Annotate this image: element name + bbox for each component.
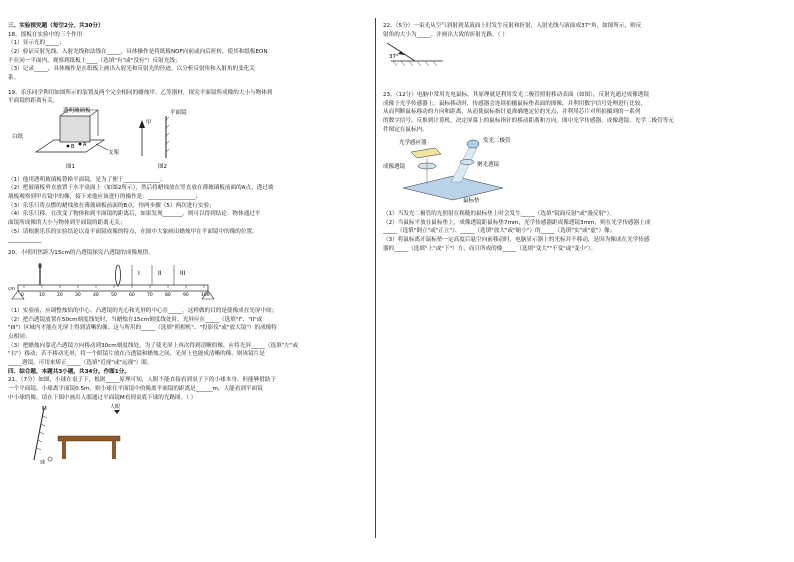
q20-line: （3）把蜡烛向靠近凸透镜方向移动到30cm刻度线处，为了使光屏上再次得到清晰的像，应将光屏_____（选填"左"或	[8, 342, 299, 349]
q19-line: （2）把玻璃板垂直放置于水平桌面上（如图2所示），然后将蜡烛放在竖直放在薄玻璃板前面的A点，透过玻	[8, 185, 274, 192]
q18-line: （3）记录_____，具体操作是在纸板上画出入射光和反射光的径迹，以分析反射角和入射角的变化关	[8, 66, 255, 73]
table-leg-right	[112, 441, 116, 459]
q20-line: "右"）移动；若不移动光屏，将一个眼镜片放在凸透镜和蜡烛之间，光屏上也能成清晰的像，则该镜片是	[8, 351, 265, 358]
incident-ray-arrow	[398, 51, 405, 55]
optical-bench-figure	[8, 257, 228, 303]
ruler-unit: cm	[8, 287, 15, 293]
glass-label: 透明玻璃板	[63, 107, 91, 114]
q23-line: 成像于光学传感器上。鼠标移动时，传感器会连续拍摄鼠标垫表面的图像，并利用数字信号处理进行比较，	[383, 100, 646, 107]
ruler-tick-label: 90	[183, 293, 189, 299]
q19-line: 璃板观察到甲在镜中的像，接下来他应该进行的操作是：_________________；	[8, 193, 201, 200]
q19-line: （1）他用透明玻璃板替换平面镜，是为了便于_____________；	[8, 176, 166, 183]
q22-figure	[383, 39, 503, 79]
q18-line: 系。	[8, 74, 20, 81]
column-divider	[375, 18, 376, 538]
mousepad-label: 鼠标垫	[463, 198, 480, 205]
q18-stem: 18、摇板在实验中的三个作用	[8, 31, 83, 38]
q18-line: （1）显示光的_____；	[8, 40, 65, 47]
ruler-tick-label: 30	[75, 293, 81, 299]
table-top	[58, 436, 120, 441]
section-3-heading: 三、实验探究题（每空2分，共30分）	[8, 23, 104, 29]
left-column	[8, 22, 368, 468]
q19-line: 面镜所成像的大小与物体到平面镜的距离无关；	[8, 219, 126, 226]
fig2-caption: 图2	[158, 163, 167, 170]
ruler-tick-label: 40	[93, 293, 99, 299]
point-b-label: B	[71, 143, 75, 150]
ball-label: 球	[40, 460, 46, 465]
mirror-m-line	[34, 408, 44, 460]
q23-line: 从而判断鼠标移动的方向和距离，从而使鼠标指针更准确地定位的光点，并利用芯片对所拍摄到的一系列	[383, 109, 641, 116]
ruler-tick-label: 10	[39, 293, 45, 299]
q20-line: （2）把凸透镜放置在50cm刻度线处时，当蜡烛在15cm刻度线处时，光屏应在_____（选填"I"、"II"或	[8, 316, 263, 323]
q18-line: 不在同一平面内，观察到纸板上____（选填"有"或"没有"）反射光线；	[8, 57, 181, 64]
q20-line: _____透镜，可用来矫正_____（选填"近视"或"远视"）眼。	[8, 360, 153, 367]
q19-line: （5）请根据乐乐的实验结论以及平面镜成像的特点，在图中大象画出蜡烛甲在平面镜中的像的位置。	[8, 228, 258, 235]
point-a-dot	[79, 143, 82, 146]
eye-label: 人眼	[110, 404, 121, 411]
ruler-bar	[18, 285, 208, 291]
table-leg-left	[62, 441, 66, 459]
q23-sub: 器的_____（选填"上"或"下"）方，而且所成的像_____（选填"变大""不变"或"变小"）。	[383, 245, 597, 252]
q19-line: （4）乐乐只移，在改变了物体和到平面镜的距离后，如果发现_______，则可以得到结论：物体通过平	[8, 211, 261, 218]
q19-stem-2: 平面镜的距离有关。	[8, 98, 59, 105]
zone-label: II	[158, 270, 162, 278]
ruler-tick-label: 50	[111, 293, 117, 299]
ruler-tick-label: 70	[147, 293, 153, 299]
q18-line: （2）验证反射光线、入射光线和法线在_____，具体操作是将纸板NOF向前或向后折转，使其和纸板EON	[8, 48, 268, 55]
q23-line: 23、（12分）电脑中常用光电鼠标，其原理就是利用发光二极管照射移动表面（如图），反射光通过成像透镜	[383, 91, 649, 98]
support-leg	[96, 144, 108, 150]
q23-sub: _____（选填"倒立"或"正立"）、_____（选填"放大"或"缩小"）的_____（选填"实"或"虚"）像；	[383, 228, 616, 235]
q22-line: 22、（5分）一束光从空气斜射到某液面上时发生反射和折射，入射光线与液面成37°角，如图所示，则反	[383, 23, 642, 29]
ruler-tick-label: 100	[201, 293, 210, 299]
q22-line: 射角的大小为_____。并画出大致的折射光路。（ ）	[383, 31, 508, 38]
q21-line: 中小球的像，请在下图中画出人眼通过平面镜M看到桌底下球的光路图。（ ）	[8, 394, 197, 401]
led-shape	[467, 140, 479, 148]
light-beam-shape	[451, 148, 477, 182]
condenser-lens-shape	[460, 160, 474, 165]
q23-sub: （1）当发光二极管的光照射在粗糙的鼠标垫上时会发生_____（选填"镜面反射"或"漫反射"）。	[383, 210, 616, 217]
sensor-shape	[411, 148, 441, 158]
candle-jia-label: 甲	[146, 119, 152, 126]
glass-plate-shape	[60, 116, 90, 142]
mirror-m-label: M	[42, 406, 47, 413]
angle-label: 37°	[389, 54, 399, 61]
zone-label: III	[180, 270, 186, 278]
q20-line: "III"）区域内才能在光屏上得到清晰的像；这与所用的_____（选填"照相机"、"投影仪"或"放大镜"）的成像特	[8, 325, 277, 332]
q19-line: ____________	[8, 237, 42, 244]
point-a-label: A	[83, 141, 87, 148]
zone-label: I	[138, 270, 140, 278]
fig1-caption: 图1	[66, 163, 75, 170]
q23-mouse-figure	[383, 134, 583, 206]
ruler-tick-label: 20	[57, 293, 63, 299]
q21-line: 一个平面镜。小球离平面镜0.5m，则小球在平面镜中的像离平面镜的距离是______m，人能看到平面镜	[8, 386, 263, 393]
section-4-heading: 四、综合题，本题共3小题，共34分。作图1分。	[8, 368, 130, 375]
convex-lens-shape	[116, 265, 121, 285]
q19-line: （3）乐乐只将点燃的蜡烛放在薄玻璃板前面的B点，你两步骤（5）两次进行实验；	[8, 202, 215, 209]
imaging-lens-label: 成像透镜	[383, 164, 406, 171]
ruler-tick-label: 60	[129, 293, 135, 299]
q23-line: 件图定在鼠标内。	[383, 126, 428, 133]
condenser-label: 聚光透镜	[477, 162, 500, 169]
q23-line: 的数字信号，反推到计算机，决定屏幕上的鼠标指针的移动距离和方向。图中光学传感器、成像透镜、光学二极管等元	[383, 117, 674, 124]
ball-shape	[48, 457, 52, 461]
ruler-tick-label: 80	[165, 293, 171, 299]
right-column	[383, 22, 748, 253]
mirror-label: 平面镜	[170, 109, 187, 116]
ruler-tick-label: 0	[21, 293, 24, 299]
q21-line: 21、（7分）如图，小球在桌子下，根据_____原理可知，人眼不能直接看到桌子下的小球本身，但能够借助于	[8, 377, 276, 384]
sensor-label: 光学感应器	[399, 140, 427, 147]
q23-sub: （2）当鼠标平放在鼠标垫上，成像透镜距鼠标垫7mm，光学传感器距成像透镜3mm，则在光学传感器上成	[383, 219, 651, 226]
support-label: 支架	[108, 149, 120, 156]
q20-line: 点相同；	[8, 334, 31, 341]
q23-sub: （3）将鼠标离开鼠标垫一定高度后悬空向前移动时，电脑显示器上的光标并不移动，是因为像成在光学传感	[383, 236, 650, 243]
white-paper-label: 白纸	[12, 133, 24, 140]
q20-line: （1）实验前，应调整烛焰的中心、凸透镜的光心和光屏的中心在_____，这样做的目的是使像成在光屏中间；	[8, 308, 278, 315]
q20-stem: 20、小明用焦距为15cm的凸透镜探究凸透镜的成像规律。	[8, 249, 154, 256]
q19-figure	[8, 106, 368, 172]
candle-flame	[38, 263, 41, 269]
eye-icon	[114, 410, 120, 414]
point-b-dot	[67, 145, 70, 148]
q19-stem: 19、乐乐同学利用如图所示的装置及两个完全相同的蜡烛甲、乙等器材，探究平面镜所成像的大小与物体到	[8, 89, 273, 96]
led-label: 发光二极管	[483, 138, 511, 145]
q21-figure	[8, 402, 208, 464]
